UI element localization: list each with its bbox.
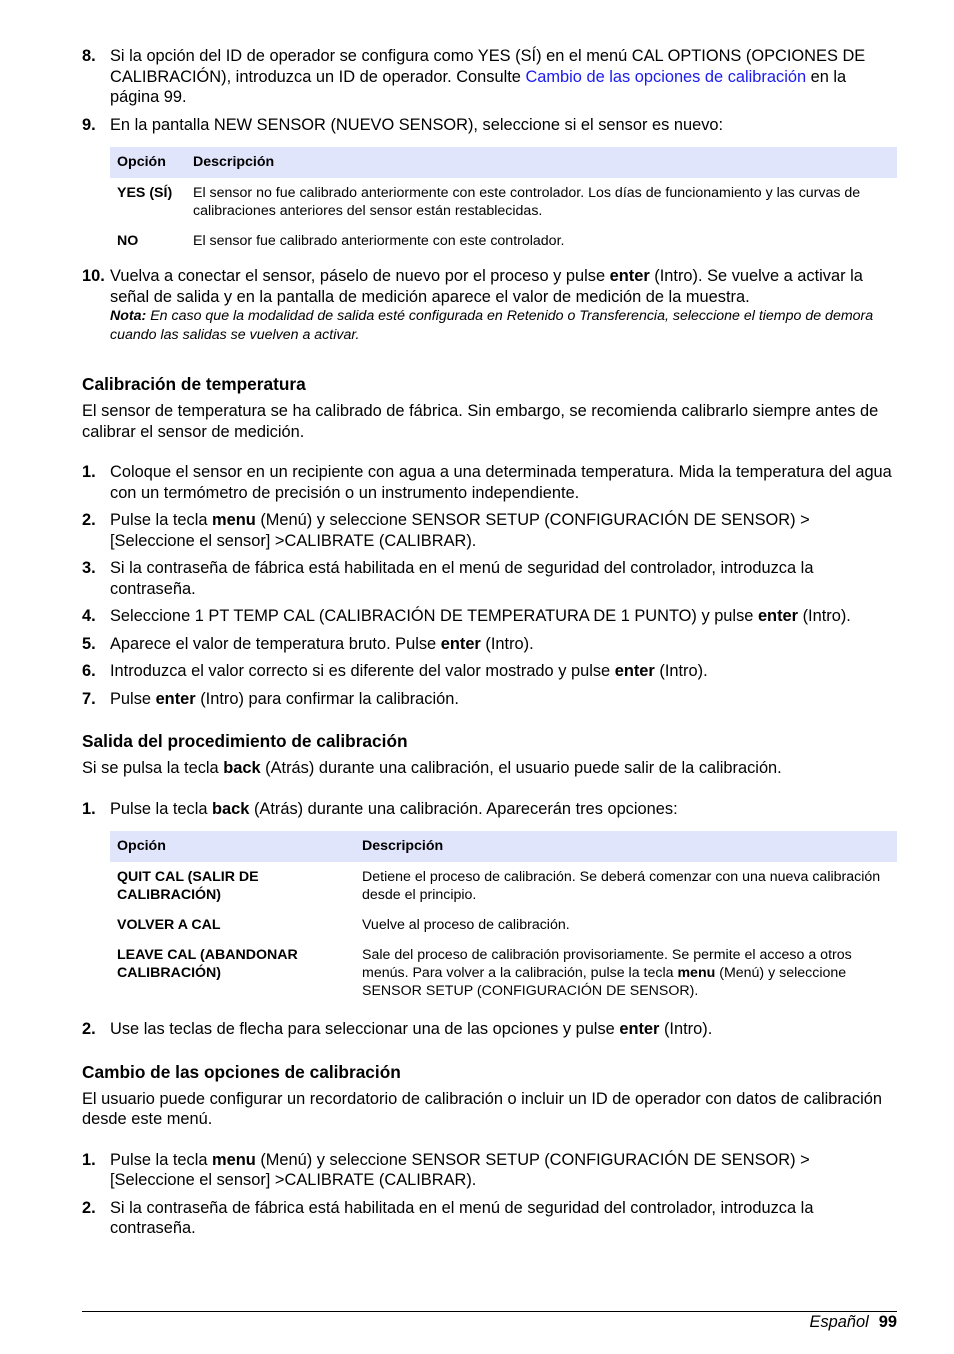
temp-step-3 — [82, 558, 897, 599]
step-text: (Intro). — [659, 1020, 713, 1038]
key-name: enter — [609, 267, 650, 285]
step-number: 10. — [82, 267, 105, 285]
step-text: Si la contraseña de fábrica está habilitada en el menú de seguridad del controlador, introduzca la contraseña. — [110, 559, 814, 598]
option-cell: YES (SÍ) — [117, 185, 173, 201]
description-cell: El sensor fue calibrado anteriormente con este controlador. — [193, 233, 565, 249]
description-cell: Detiene el proceso de calibración. Se deberá comenzar con una nueva calibración desde el principio. — [362, 869, 881, 903]
column-header: Descripción — [186, 147, 897, 178]
temp-step-6 — [82, 661, 897, 682]
step-text: (Intro). — [798, 607, 851, 625]
document-page — [82, 46, 897, 1246]
step-text: Seleccione 1 PT TEMP CAL (CALIBRACIÓN DE TEMPERATURA DE 1 PUNTO) y pulse — [110, 607, 758, 625]
note — [110, 307, 897, 345]
option-cell: LEAVE CAL (ABANDONAR CALIBRACIÓN) — [117, 947, 298, 981]
exit-step-2 — [82, 1019, 897, 1040]
table-header-row — [110, 831, 897, 862]
step-text: Si la opción del ID de operador se configura como YES (SÍ) en el menú CAL OPTIONS (OPCIONES DE CALIBRACIÓN), introduzca un ID de operador. Consulte — [110, 47, 866, 86]
step-number: 9. — [82, 115, 96, 134]
temp-step-7 — [82, 689, 897, 710]
description-text: Sale del proceso de calibración provisoriamente. Se permite el acceso a otros menús. Para volver a la calibración, pulse la tecla — [362, 947, 852, 981]
step-8 — [82, 46, 897, 108]
footer-divider — [82, 1311, 897, 1312]
step-text: (Atrás) durante una calibración. Aparecerán tres opciones: — [249, 799, 678, 818]
section-intro: El usuario puede configurar un recordatorio de calibración o incluir un ID de operador con datos de calibración desde este menú. — [82, 1089, 882, 1128]
step-number: 5. — [82, 634, 96, 653]
key-name: menu — [212, 1150, 256, 1169]
step-text: (Intro). — [480, 634, 534, 653]
step-text: Aparece el valor de temperatura bruto. Pulse — [110, 634, 441, 653]
step-text: Pulse — [110, 689, 156, 708]
table-row — [110, 941, 897, 1007]
step-text: Introduzca el valor correcto si es diferente del valor mostrado y pulse — [110, 662, 615, 680]
opts-step-2 — [82, 1198, 897, 1239]
step-number: 7. — [82, 689, 96, 708]
description-text: (Menú) y seleccione SENSOR SETUP (CONFIGURACIÓN DE SENSOR). — [362, 965, 847, 999]
section-intro: El sensor de temperatura se ha calibrado de fábrica. Sin embargo, se recomienda calibrarlo siempre antes de calibrar el sensor de medición. — [82, 402, 879, 441]
step-text: Si la contraseña de fábrica está habilitada en el menú de seguridad del controlador, introduzca la contraseña. — [110, 1198, 814, 1237]
key-name: enter — [757, 607, 799, 625]
step-number: 4. — [82, 607, 96, 625]
key-name: back — [212, 799, 250, 818]
step-number: 2. — [82, 511, 96, 529]
description-cell: El sensor no fue calibrado anteriormente con este controlador. Los días de funcionamiento y las curvas de calibraciones anteriores del sensor están restablecidas. — [193, 185, 861, 219]
temp-step-4 — [82, 606, 897, 627]
temp-step-2 — [82, 510, 897, 551]
step-text: En la pantalla NEW SENSOR (NUEVO SENSOR), seleccione si el sensor es nuevo: — [110, 115, 724, 134]
step-text: (Intro). Se vuelve a activar la señal de salida y en la pantalla de medición aparece el valor de medición de la muestra. — [110, 267, 863, 306]
section-heading-temperature: Calibración de temperatura — [82, 374, 306, 394]
column-header: Opción — [110, 831, 355, 862]
option-cell: VOLVER A CAL — [117, 917, 221, 933]
step-number: 2. — [82, 1020, 96, 1038]
key-name: enter — [619, 1020, 660, 1038]
step-number: 1. — [82, 1150, 96, 1169]
table-row — [110, 178, 897, 227]
note-text: En caso que la modalidad de salida esté configurada en Retenido o Transferencia, seleccione el tiempo de demora cuando las salidas se vuelven a activar. — [110, 308, 874, 343]
step-text: Pulse la tecla — [110, 1150, 213, 1169]
key-name: enter — [155, 689, 196, 708]
step-text: Use las teclas de flecha para seleccionar una de las opciones y pulse — [110, 1020, 620, 1038]
step-9 — [82, 115, 897, 136]
step-text: (Intro) para confirmar la calibración. — [195, 689, 459, 708]
description-cell — [355, 941, 897, 1007]
step-10 — [82, 266, 897, 345]
option-cell: NO — [117, 233, 139, 249]
opts-step-1 — [82, 1150, 897, 1191]
key-name: enter — [440, 634, 481, 653]
step-number: 1. — [82, 799, 96, 818]
section-heading-options: Cambio de las opciones de calibración — [82, 1061, 401, 1082]
table-row — [110, 911, 897, 941]
step-text: (Intro). — [654, 662, 708, 680]
step-text: (Menú) y seleccione SENSOR SETUP (CONFIGURACIÓN DE SENSOR) > [Seleccione el sensor] >CALIBRATE (CALIBRAR). — [110, 511, 810, 550]
exit-step-1 — [82, 799, 897, 820]
section-heading-exit: Salida del procedimiento de calibración — [82, 731, 408, 751]
temp-step-1 — [82, 462, 897, 503]
key-name: enter — [614, 662, 655, 680]
step-text: (Menú) y seleccione SENSOR SETUP (CONFIGURACIÓN DE SENSOR) > [Seleccione el sensor] >CALIBRATE (CALIBRAR). — [110, 1150, 810, 1189]
section-intro — [82, 758, 897, 779]
table-row — [110, 862, 897, 911]
step-text: Pulse la tecla — [110, 511, 213, 529]
step-text: Coloque el sensor en un recipiente con agua a una determinada temperatura. Mida la temperatura del agua con un termómetro de precisión o un instrumento independiente. — [110, 463, 892, 502]
page-footer — [810, 1312, 897, 1332]
step-number: 6. — [82, 662, 96, 680]
step-text: en la página 99. — [110, 67, 847, 106]
exit-options-table — [110, 831, 897, 1007]
column-header: Descripción — [355, 831, 897, 862]
table-row — [110, 227, 897, 257]
temp-step-5 — [82, 634, 897, 655]
new-sensor-options-table — [110, 147, 897, 257]
page-number: 99 — [878, 1313, 897, 1331]
step-text: Vuelva a conectar el sensor, páselo de nuevo por el proceso y pulse — [110, 267, 610, 285]
option-cell: QUIT CAL (SALIR DE CALIBRACIÓN) — [117, 869, 259, 903]
step-number: 1. — [82, 463, 96, 481]
key-name: menu — [677, 965, 716, 981]
step-number: 2. — [82, 1198, 96, 1217]
column-header: Opción — [110, 147, 186, 178]
key-name: menu — [212, 511, 256, 529]
step-number: 8. — [82, 47, 96, 65]
step-text: Pulse la tecla — [110, 799, 213, 818]
intro-text: (Atrás) durante una calibración, el usuario puede salir de la calibración. — [260, 759, 782, 777]
footer-language: Español — [809, 1313, 869, 1331]
intro-text: Si se pulsa la tecla — [82, 759, 224, 777]
table-header-row — [110, 147, 897, 178]
note-label: Nota: — [110, 308, 147, 324]
key-name: back — [223, 759, 261, 777]
cross-reference-link[interactable]: Cambio de las opciones de calibración — [525, 67, 807, 86]
description-cell: Vuelve al proceso de calibración. — [362, 917, 570, 933]
step-number: 3. — [82, 559, 96, 577]
